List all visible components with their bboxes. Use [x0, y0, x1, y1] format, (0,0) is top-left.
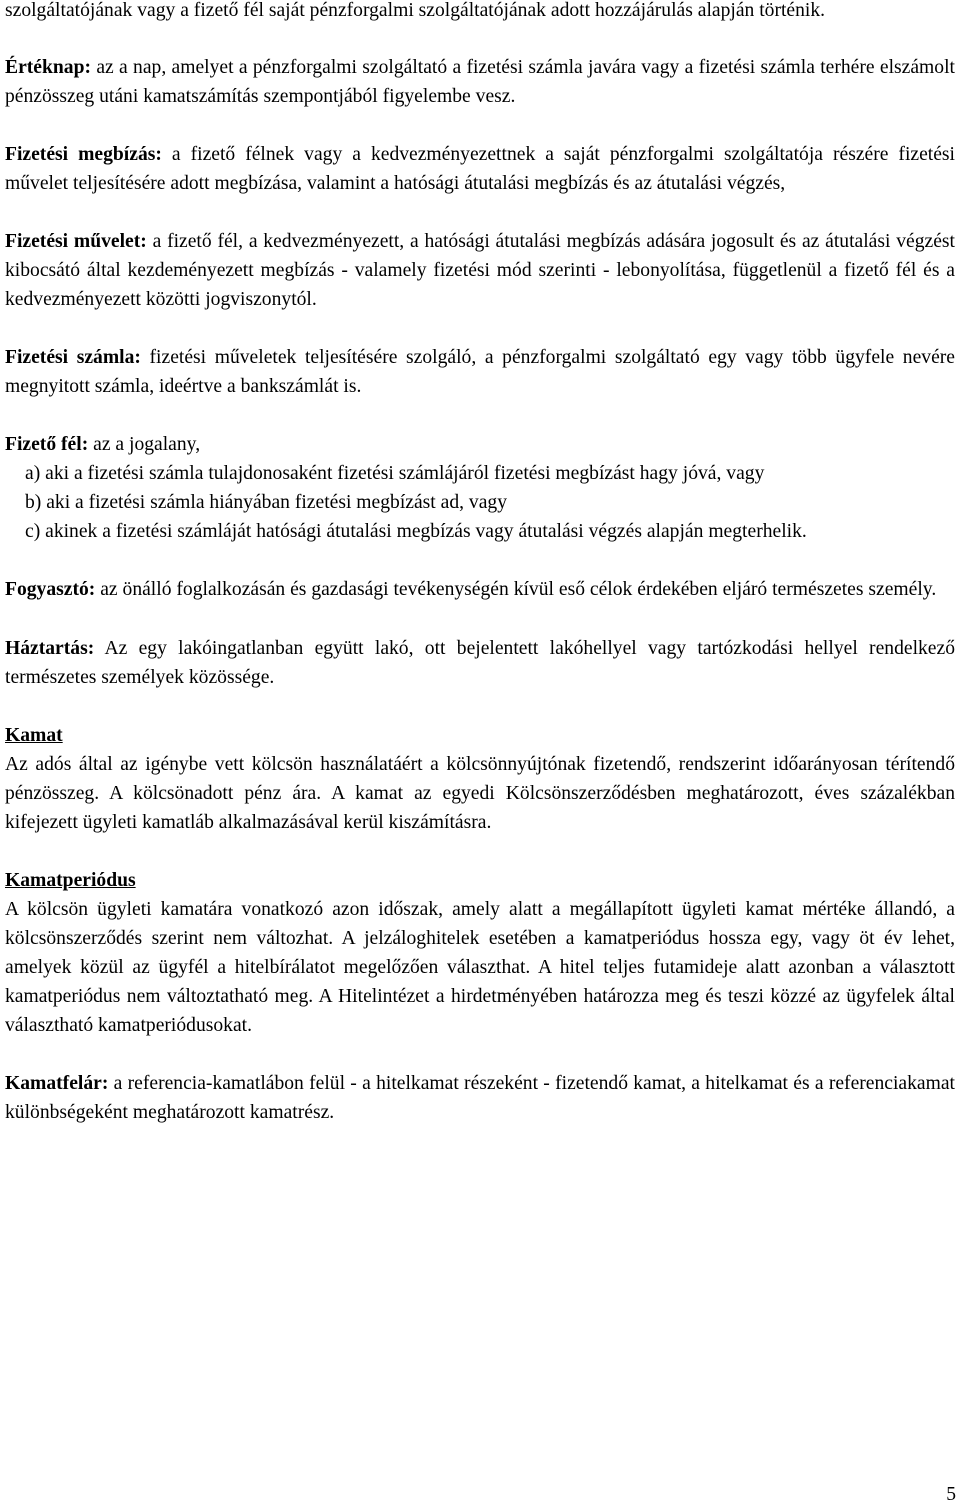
definition-payer: [5, 430, 955, 546]
definition-text: a fizető fél, a kedvezményezett, a hatósági átutalási megbízás adására jogosult és az átutalási végzést kibocsátó által kezdeményezett megbízás - valamely fizetési mód szerinti - lebonyolítása, függetlenül a fizető fél és a kedvezményezett közötti jogviszonytól.: [5, 231, 955, 310]
definition-term: Háztartás:: [5, 638, 95, 659]
payer-item-a: a) aki a fizetési számla tulajdonosaként fizetési számlájáról fizetési megbízást hagy jóvá, vagy: [25, 463, 765, 484]
definition-text: az a nap, amelyet a pénzforgalmi szolgáltató a fizetési számla javára vagy a fizetési számla terhére elszámolt pénzösszeg utáni kamatszámítás szempontjából figyelembe vesz.: [5, 57, 955, 107]
section-interest-period: [5, 866, 955, 1040]
definition-term: Fogyasztó:: [5, 579, 96, 600]
definition-term: Fizetési számla:: [5, 347, 141, 368]
section-text: Az adós által az igénybe vett kölcsön használatáért a kölcsönnyújtónak fizetendő, rendszerint időarányosan térítendő pénzösszeg. A kölcsönadott pénz ára. A kamat az egyedi Kölcsönszerződésben meghatározott, éves százalékban kifejezett ügyleti kamatláb alkalmazásával kerül kiszámításra.: [5, 754, 955, 833]
definition-term: Értéknap:: [5, 57, 92, 78]
section-heading: Kamatperiódus: [5, 870, 136, 891]
page-number: 5: [946, 1484, 956, 1505]
definition-text: Az egy lakóingatlanban együtt lakó, ott bejelentett lakóhellyel vagy tartózkodási hellyel rendelkező természetes személyek közössége.: [5, 638, 955, 688]
definition-payment-account: [5, 343, 955, 401]
continuation-paragraph: szolgáltatójának vagy a fizető fél saját pénzforgalmi szolgáltatójának adott hozzájárulás alapján történik.: [5, 0, 826, 21]
definition-term: Fizetési művelet:: [5, 231, 147, 252]
definition-text: az a jogalany,: [88, 434, 201, 455]
definition-margin: [5, 1069, 955, 1127]
definition-term: Fizetési megbízás:: [5, 144, 162, 165]
definition-text: fizetési műveletek teljesítésére szolgáló, a pénzforgalmi szolgáltató egy vagy több ügyfele nevére megnyitott számla, ideértve a bankszámlát is.: [5, 347, 955, 397]
section-text: A kölcsön ügyleti kamatára vonatkozó azon időszak, amely alatt a megállapított ügyleti kamat mértéke állandó, a kölcsönszerződés szerint nem változhat. A jelzáloghitelek esetében a kamatperiódus hossza egy, vagy öt év lehet, amelyek közül az ügyfél a hitelbírálatot megelőzően választhat. A hitel teljes futamideje alatt azonban a választott kamatperiódus nem változtatható meg. A Hitelintézet a hirdetményében határozza meg és teszi közzé az ügyfelek által választható kamatperiódusokat.: [5, 899, 955, 1036]
definition-household: [5, 634, 955, 692]
definition-value-date: [5, 53, 955, 111]
definition-text: az önálló foglalkozásán és gazdasági tevékenységén kívül eső célok érdekében eljáró természetes személy.: [95, 579, 937, 600]
definition-payer-intro: [5, 430, 955, 459]
definition-consumer: [5, 575, 955, 604]
definition-text: a referencia-kamatlábon felül - a hitelkamat részeként - fizetendő kamat, a hitelkamat és a referenciakamat különbségeként meghatározott kamatrész.: [5, 1073, 955, 1123]
payer-item-c: c) akinek a fizetési számláját hatósági átutalási megbízás vagy átutalási végzés alapján megterhelik.: [25, 521, 807, 542]
definition-term: Kamatfelár:: [5, 1073, 109, 1094]
section-interest: [5, 721, 955, 837]
payer-item-b: b) aki a fizetési számla hiányában fizetési megbízást ad, vagy: [25, 492, 508, 513]
definition-text: a fizető félnek vagy a kedvezményezettnek a saját pénzforgalmi szolgáltatója részére fizetési művelet teljesítésére adott megbízása, valamint a hatósági átutalási megbízás és az átutalási végzés,: [5, 144, 956, 194]
document-page: [5, 0, 955, 1127]
definition-payment-order: [5, 140, 955, 198]
definition-term: Fizető fél:: [5, 434, 89, 455]
definition-payment-transaction: [5, 227, 955, 314]
section-heading: Kamat: [5, 725, 63, 746]
